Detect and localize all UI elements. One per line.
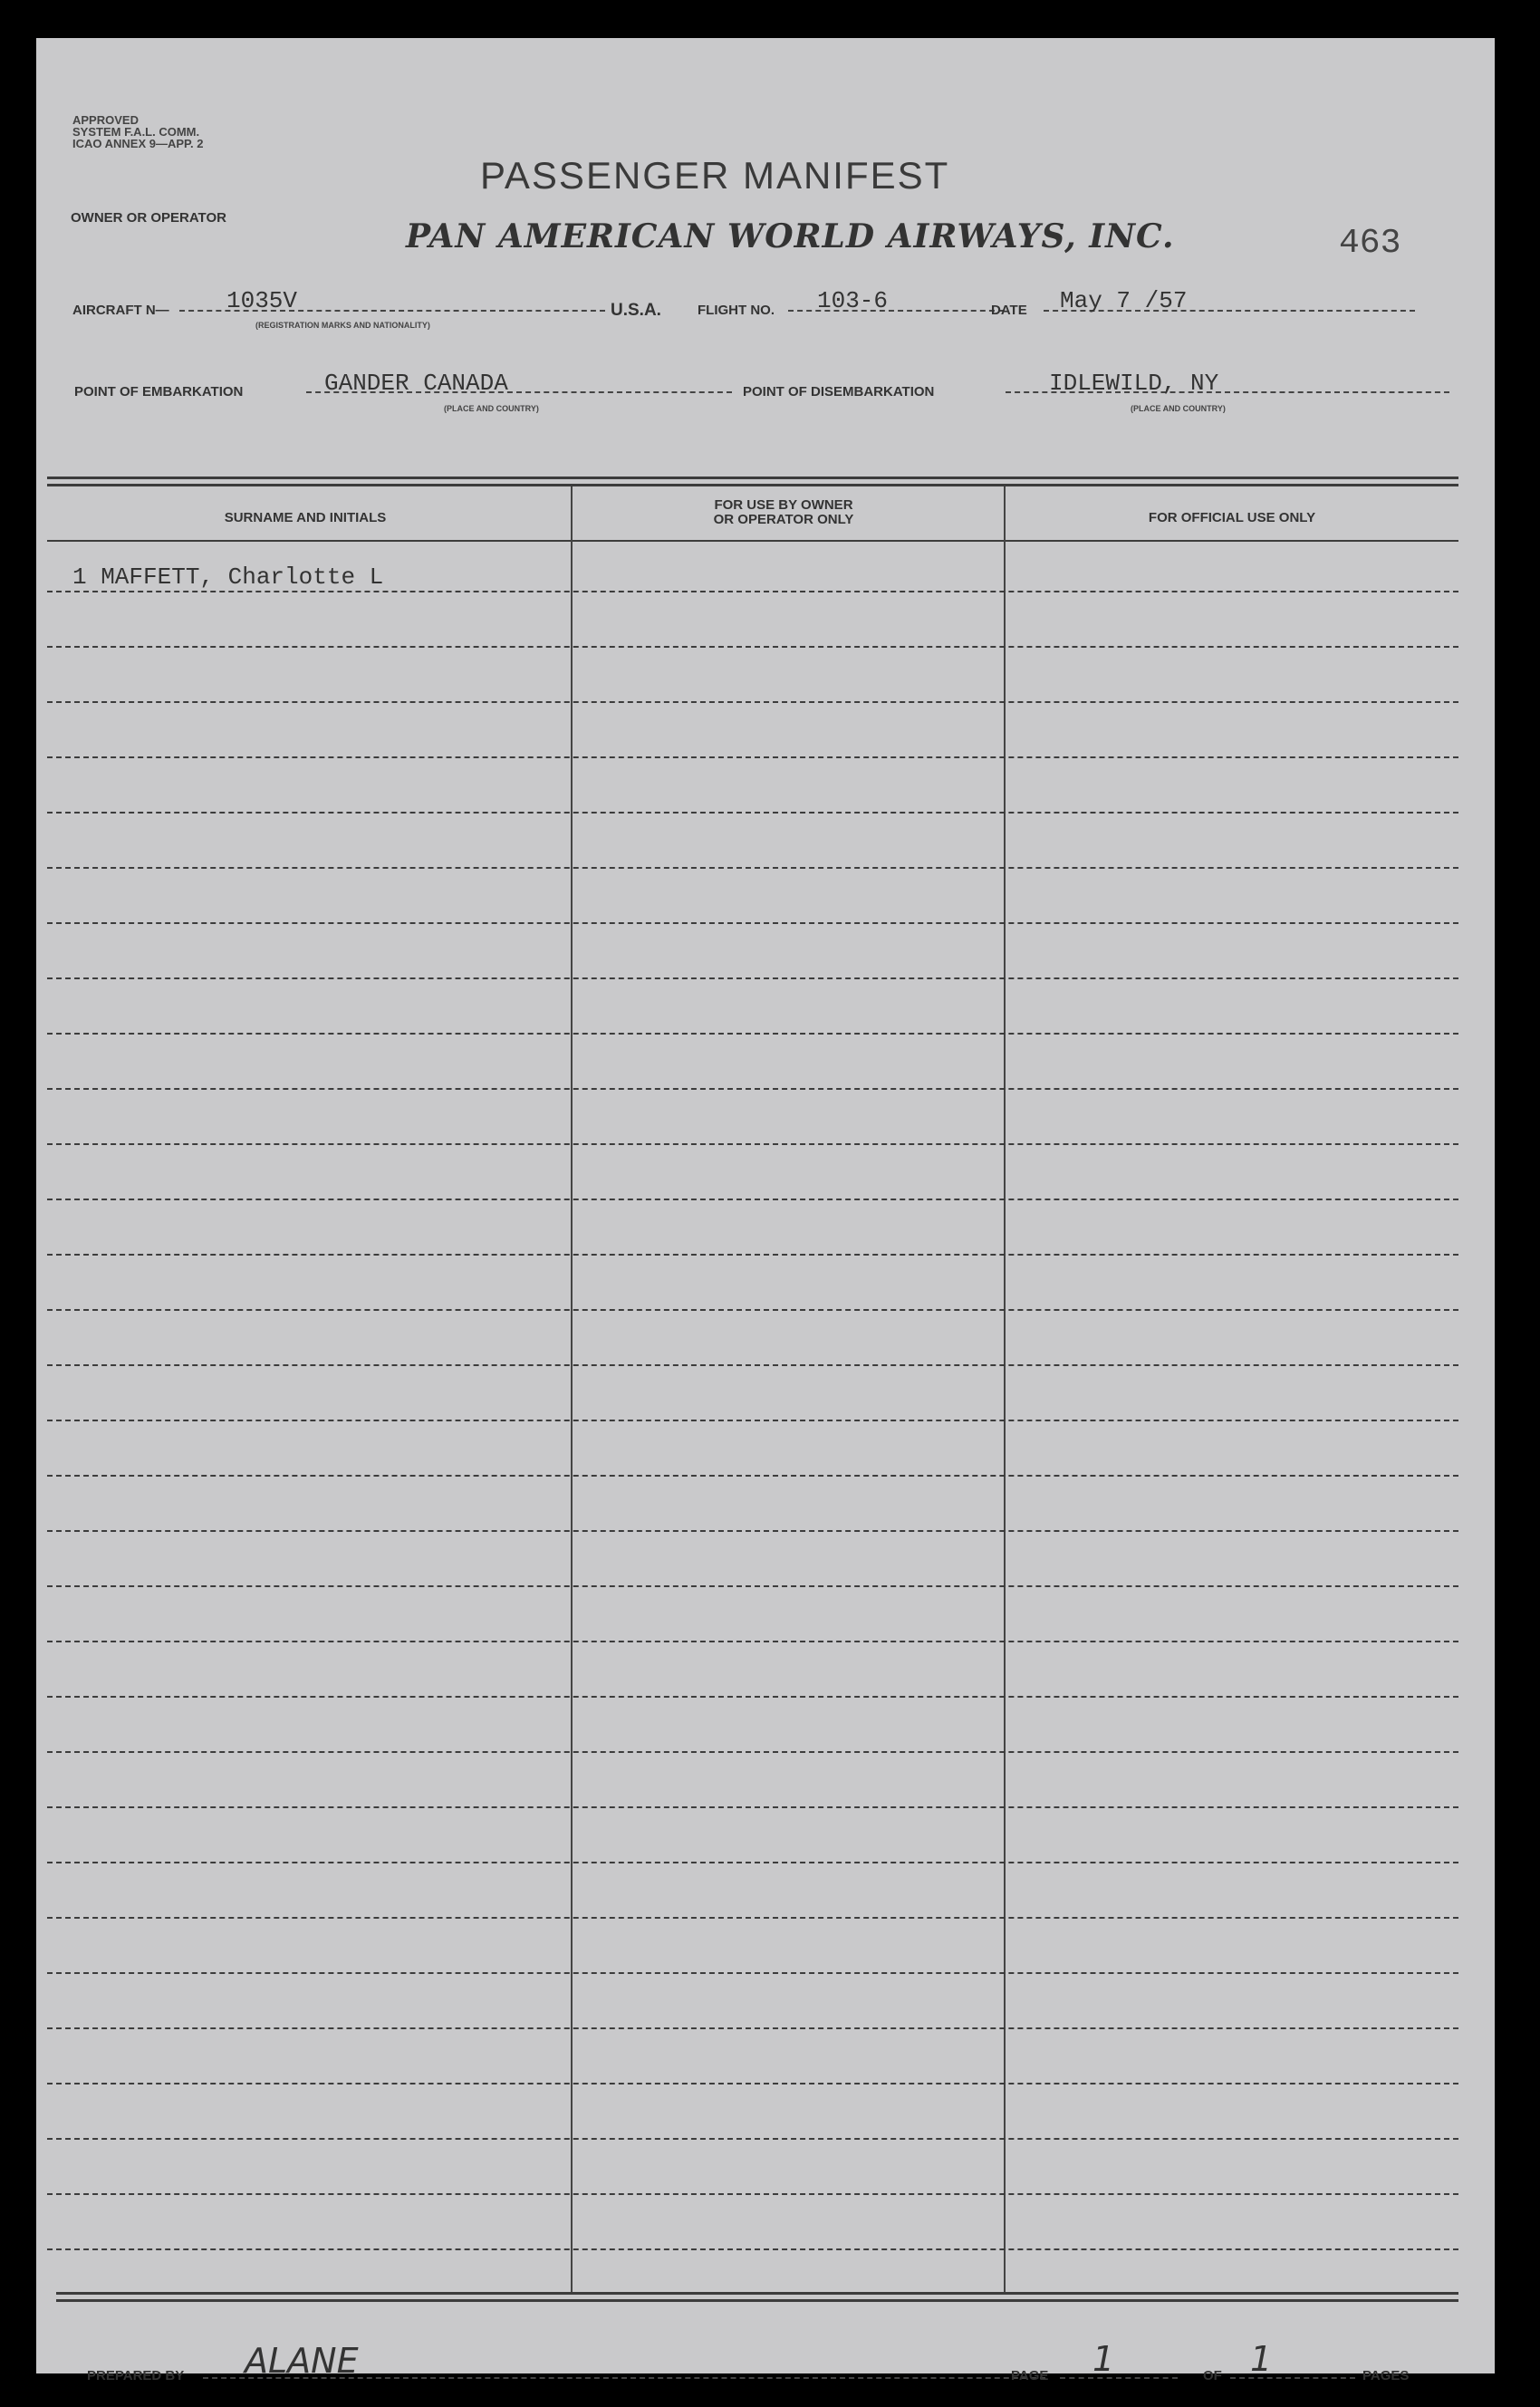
passenger-entry: 1 MAFFETT, Charlotte L xyxy=(72,563,384,591)
row-line xyxy=(47,1033,1458,1035)
registration-note: (REGISTRATION MARKS AND NATIONALITY) xyxy=(255,321,430,330)
row-line xyxy=(47,1143,1458,1145)
column-header-owner-line: OR OPERATOR ONLY xyxy=(713,512,854,527)
column-header-owner-use xyxy=(571,498,996,527)
airline-name: PAN AMERICAN WORLD AIRWAYS, INC. xyxy=(406,217,1175,255)
row-line xyxy=(47,1696,1458,1698)
table-bottom-rule xyxy=(56,2299,1458,2302)
row-line xyxy=(47,1199,1458,1200)
column-header-owner-line: FOR USE BY OWNER xyxy=(714,497,853,513)
row-line xyxy=(47,1420,1458,1421)
disembarkation-label: POINT OF DISEMBARKATION xyxy=(743,384,935,400)
row-line xyxy=(47,1475,1458,1477)
disembarkation-value: IDLEWILD, NY xyxy=(1049,370,1219,397)
aircraft-value: 1035V xyxy=(226,287,298,314)
row-line xyxy=(47,1862,1458,1863)
table-bottom-rule xyxy=(56,2292,1458,2295)
column-header-surname: SURNAME AND INITIALS xyxy=(224,510,387,525)
row-line xyxy=(47,2138,1458,2140)
row-line xyxy=(47,2083,1458,2084)
row-line xyxy=(47,646,1458,648)
table-top-rule xyxy=(47,477,1458,479)
owner-label: OWNER OR OPERATOR xyxy=(71,210,226,226)
row-line xyxy=(47,2193,1458,2195)
disembarkation-place-note: (PLACE AND COUNTRY) xyxy=(1131,404,1226,413)
row-line xyxy=(47,1917,1458,1919)
header-rule xyxy=(47,540,1458,542)
row-line xyxy=(47,1806,1458,1808)
row-line xyxy=(47,922,1458,924)
manifest-page xyxy=(36,38,1495,2383)
flight-value: 103-6 xyxy=(817,287,889,314)
row-line xyxy=(47,2248,1458,2250)
row-line xyxy=(47,977,1458,979)
row-line xyxy=(47,2027,1458,2029)
row-line xyxy=(47,756,1458,758)
row-line xyxy=(47,1751,1458,1753)
of-underline xyxy=(1230,2377,1355,2379)
embarkation-value: GANDER CANADA xyxy=(324,370,508,397)
page-underline xyxy=(1060,2377,1178,2379)
document-number: 463 xyxy=(1339,224,1401,263)
prepared-by-signature: ALANE xyxy=(245,2341,359,2381)
prepared-by-label: PREPARED BY xyxy=(87,2368,185,2383)
row-line xyxy=(47,1309,1458,1311)
row-line xyxy=(47,867,1458,869)
row-line xyxy=(47,1641,1458,1642)
row-line xyxy=(47,1530,1458,1532)
row-line xyxy=(47,1585,1458,1587)
embarkation-place-note: (PLACE AND COUNTRY) xyxy=(444,404,539,413)
row-line xyxy=(47,1364,1458,1366)
usa-label: U.S.A. xyxy=(611,301,661,320)
row-line xyxy=(47,1972,1458,1974)
row-line xyxy=(47,812,1458,814)
page-label: PAGE xyxy=(1011,2368,1049,2383)
page-title: PASSENGER MANIFEST xyxy=(480,154,950,197)
row-line xyxy=(47,701,1458,703)
approval-line: ICAO ANNEX 9—APP. 2 xyxy=(72,137,204,150)
embarkation-label: POINT OF EMBARKATION xyxy=(74,384,244,400)
table-top-rule xyxy=(47,484,1458,486)
of-label: OF xyxy=(1203,2368,1222,2383)
row-line xyxy=(47,1254,1458,1256)
row-line xyxy=(47,1088,1458,1090)
aircraft-label: AIRCRAFT N— xyxy=(72,303,169,318)
pages-label: PAGES xyxy=(1362,2368,1410,2383)
flight-label: FLIGHT NO. xyxy=(698,303,775,318)
approval-line: APPROVED xyxy=(72,113,139,127)
page-number: 1 xyxy=(1092,2339,1115,2379)
page-count: 1 xyxy=(1250,2339,1273,2379)
date-label: DATE xyxy=(991,303,1027,318)
approval-note xyxy=(72,114,204,149)
date-value: May 7 /57 xyxy=(1060,287,1188,314)
column-header-official-use: FOR OFFICIAL USE ONLY xyxy=(1148,510,1316,525)
row-line xyxy=(47,591,1458,592)
approval-line: SYSTEM F.A.L. COMM. xyxy=(72,125,200,139)
